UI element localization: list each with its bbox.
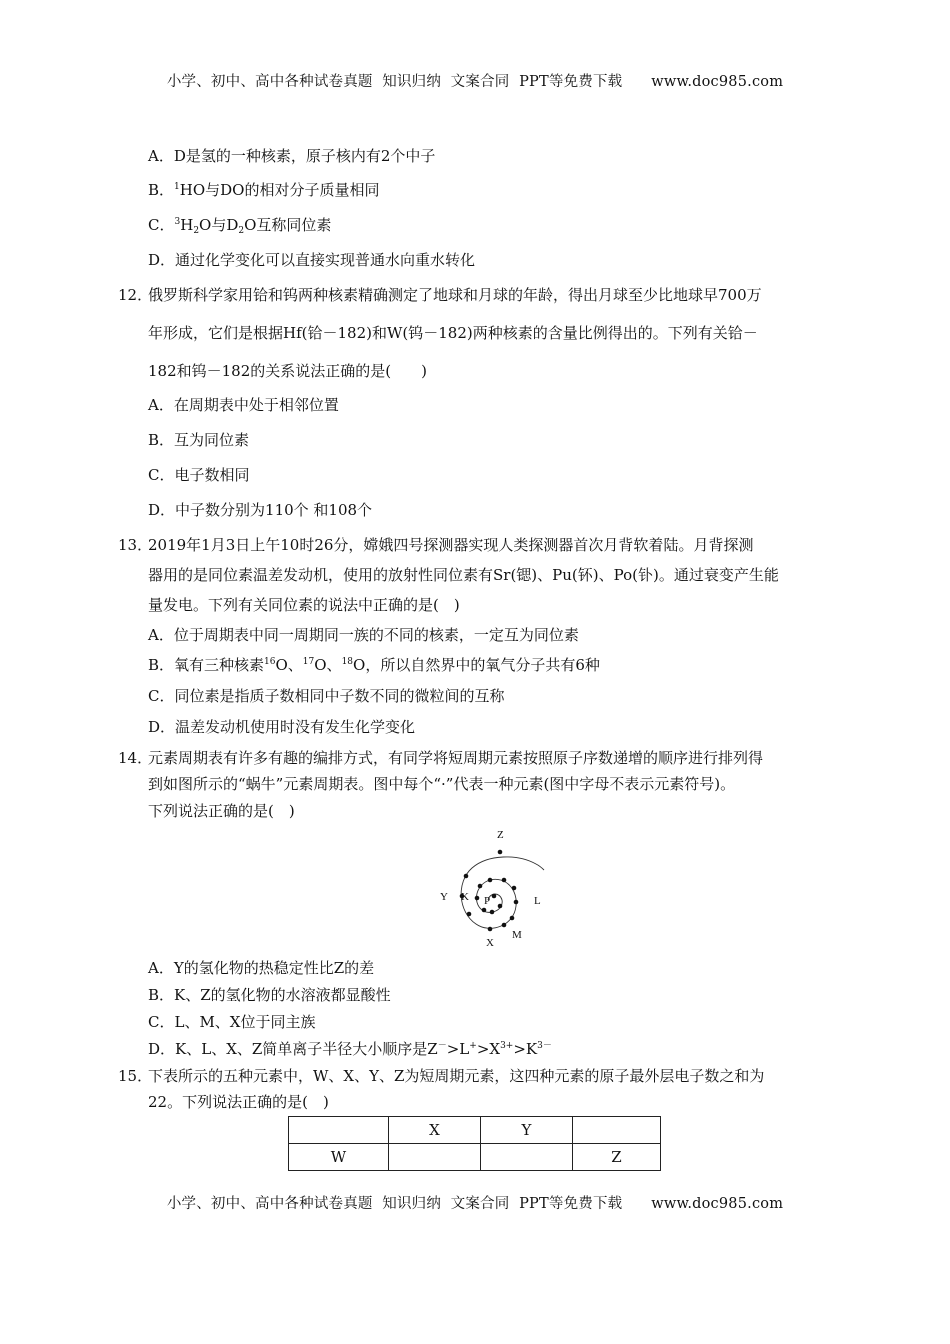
element-dot <box>498 904 503 909</box>
table-cell: Y <box>481 1117 573 1144</box>
label-m: M <box>512 929 522 941</box>
element-dot <box>467 912 472 917</box>
q13-option-c: C．同位素是指质子数相同中子数不同的微粒间的互称 <box>148 687 505 705</box>
table-cell <box>389 1144 481 1171</box>
table-row <box>289 1144 661 1171</box>
table-row <box>289 1117 661 1144</box>
q13-option-b: B．氧有三种核素$^{16}$O、$^{17}$O、$^{18}$O，所以自然界中的氧气分子共有6种 <box>148 656 600 674</box>
table-cell <box>481 1144 573 1171</box>
q14-option-a: A．Y的氢化物的热稳定性比Z的差 <box>148 959 375 977</box>
q11-option-d: D．通过化学变化可以直接实现普通水向重水转化 <box>148 251 476 269</box>
q13-number: 13． <box>118 536 153 554</box>
q14-option-b: B．K、Z的氢化物的水溶液都显酸性 <box>148 986 391 1004</box>
element-dot <box>475 896 480 901</box>
q15-number: 15． <box>118 1067 153 1085</box>
q14-stem-line1: 元素周期表有许多有趣的编排方式，有同学将短周期元素按照原子序数递增的顺序进行排列得 <box>148 749 764 767</box>
q12-option-c: C．电子数相同 <box>148 466 250 484</box>
table-cell: Z <box>573 1144 661 1171</box>
q11-option-c: C．$^3H_2O$与$D_2O$互称同位素 <box>148 216 332 236</box>
q14-number: 14． <box>118 749 153 767</box>
table-cell: X <box>389 1117 481 1144</box>
q13-option-d: D．温差发动机使用时没有发生化学变化 <box>148 718 416 736</box>
q14-stem-line3: 下列说法正确的是( ) <box>148 802 295 820</box>
q11-option-b: B．$^1$HO与DO的相对分子质量相同 <box>148 181 380 199</box>
page-footer: 小学、初中、高中各种试卷真题 知识归纳 文案合同 PPT等免费下载 www.doc985.com <box>166 1196 784 1212</box>
q13-stem-line1: 2019年1月3日上午10时26分，嫦娥四号探测器实现人类探测器首次月背软着陆。月背探测 <box>148 536 754 554</box>
q14-option-c: C．L、M、X位于同主族 <box>148 1013 316 1031</box>
q15-stem-line1: 下表所示的五种元素中，W、X、Y、Z为短周期元素，这四种元素的原子最外层电子数之和为 <box>148 1067 765 1085</box>
element-dot <box>510 916 515 921</box>
label-l: L <box>534 895 541 907</box>
q11-option-a: A．D是氢的一种核素，原子核内有2个中子 <box>148 147 436 165</box>
label-y: Y <box>440 891 448 903</box>
q12-stem-line1: 俄罗斯科学家用铪和钨两种核素精确测定了地球和月球的年龄，得出月球至少比地球早700万 <box>148 286 762 304</box>
element-dot <box>490 910 495 915</box>
element-dot <box>502 923 507 928</box>
q12-option-d: D．中子数分别为110个 和108个 <box>148 501 373 519</box>
page-header: 小学、初中、高中各种试卷真题 知识归纳 文案合同 PPT等免费下载 www.doc985.com <box>166 74 784 90</box>
q13-stem-line3: 量发电。下列有关同位素的说法中正确的是( ) <box>148 596 460 614</box>
label-x: X <box>486 937 494 949</box>
element-dot <box>502 878 507 883</box>
table-cell: W <box>289 1144 389 1171</box>
element-dot <box>478 884 483 889</box>
snail-periodic-table-figure <box>438 822 548 952</box>
q12-option-b: B．互为同位素 <box>148 431 250 449</box>
element-dot <box>514 900 519 905</box>
element-dot <box>464 874 469 879</box>
element-position-table <box>288 1116 661 1171</box>
q12-stem-line2: 年形成，它们是根据Hf(铪－182)和W(钨－182)两种核素的含量比例得出的。下列有关铪－ <box>148 324 758 342</box>
q12-number: 12． <box>118 286 153 304</box>
table-cell <box>573 1117 661 1144</box>
element-dot <box>498 850 503 855</box>
element-dot <box>492 894 497 899</box>
spiral-curve <box>461 857 544 928</box>
table-cell <box>289 1117 389 1144</box>
label-k: K <box>461 891 469 903</box>
element-dot <box>488 927 493 932</box>
element-dot <box>482 908 487 913</box>
q13-stem-line2: 器用的是同位素温差发动机，使用的放射性同位素有Sr(锶)、Pu(钚)、Po(钋)。通过衰变产生能 <box>148 566 779 584</box>
q15-stem-line2: 22。下列说法正确的是( ) <box>148 1093 329 1111</box>
q14-stem-line2: 到如图所示的“蜗牛”元素周期表。图中每个“·”代表一种元素(图中字母不表示元素符号)。 <box>148 775 736 793</box>
q12-stem-line3: 182和钨－182的关系说法正确的是( ) <box>148 362 427 380</box>
q12-option-a: A．在周期表中处于相邻位置 <box>148 396 339 414</box>
q14-option-d: D．K、L、X、Z简单离子半径大小顺序是$Z^->L^+>X^{3+}>K^{3-}$ <box>148 1040 552 1058</box>
element-dot <box>512 886 517 891</box>
q13-option-a: A．位于周期表中同一周期同一族的不同的核素，一定互为同位素 <box>148 626 579 644</box>
label-z: Z <box>497 829 504 841</box>
element-dot <box>488 878 493 883</box>
label-p: P <box>484 895 491 907</box>
